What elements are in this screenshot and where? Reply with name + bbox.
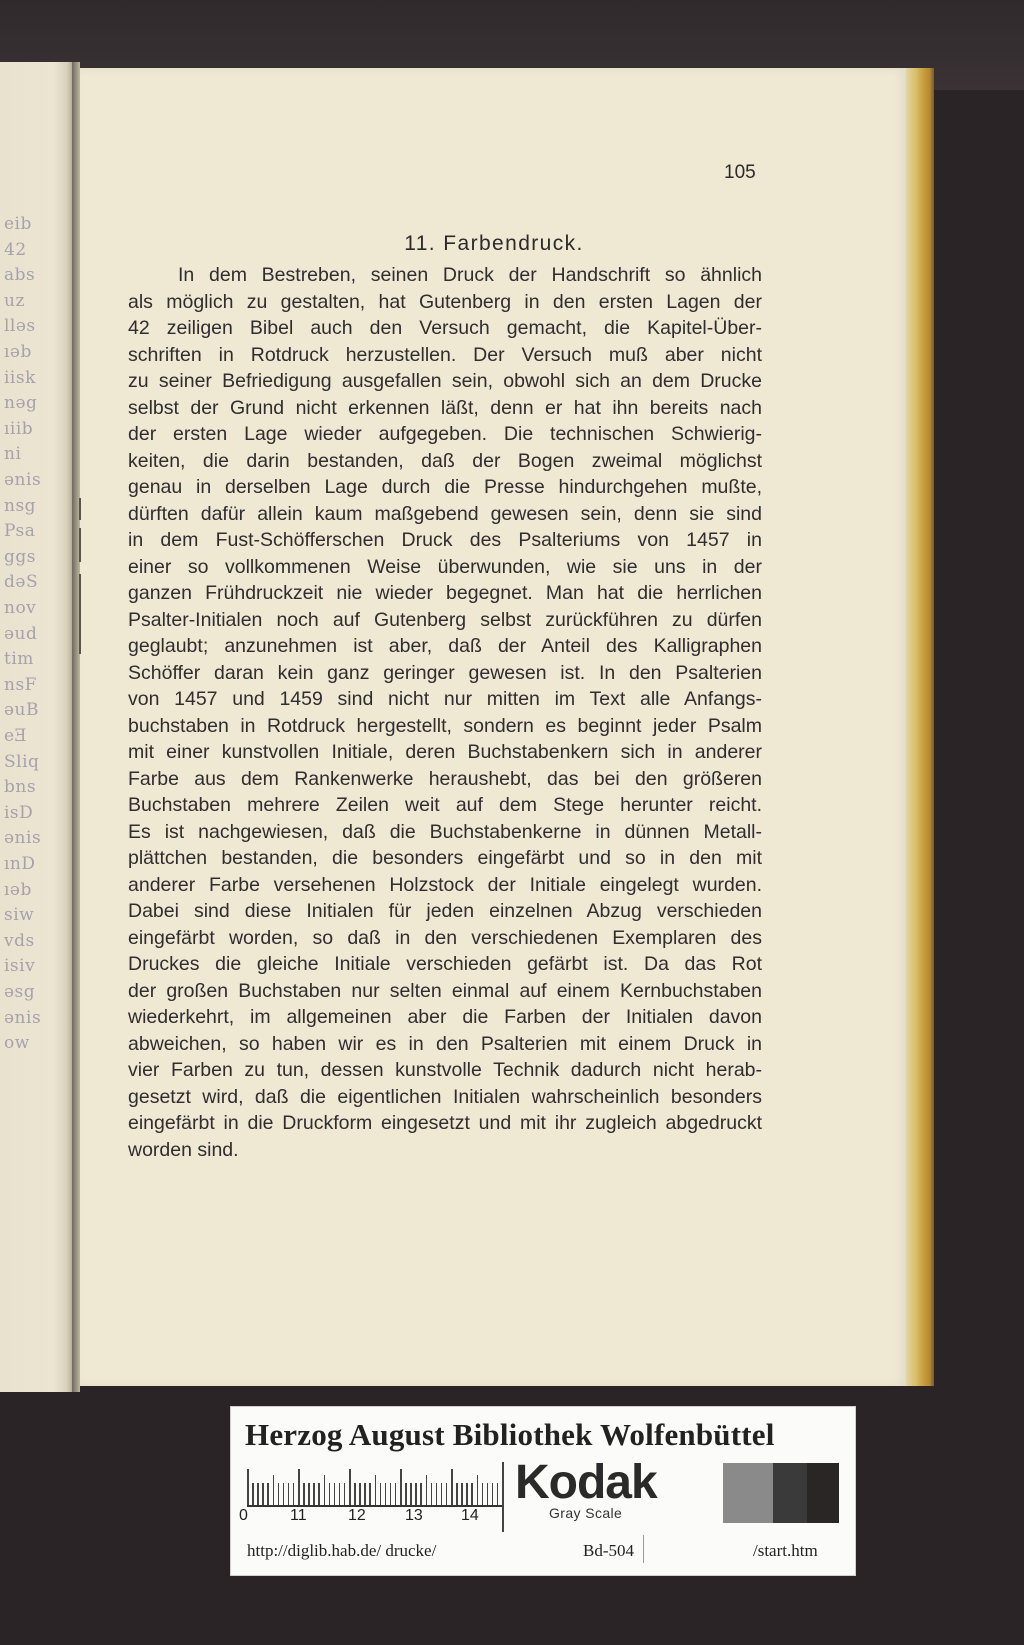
ruler-tick — [451, 1469, 453, 1505]
ruler-tick — [395, 1483, 397, 1505]
section-heading: 11. Farbendruck. — [404, 232, 584, 255]
url-right: /start.htm — [753, 1541, 818, 1560]
left-page-fragment: uz — [4, 290, 25, 311]
ruler-tick — [308, 1483, 310, 1505]
left-page-fragment: ow — [4, 1033, 30, 1054]
text-line: Farbe aus dem Rankenwerke heraushebt, das bei den größeren — [128, 767, 762, 790]
left-page-fragment: ənis — [4, 828, 42, 849]
left-page-fragment: eƎ — [4, 726, 28, 746]
text-line: gesetzt wird, daß die eigentlichen Initialen wahrscheinlich besonders — [128, 1085, 762, 1108]
ruler-tick — [359, 1483, 361, 1505]
ruler-tick — [477, 1475, 479, 1505]
text-line: Buchstaben mehrere Zeilen weit auf dem Stege herunter reicht. — [128, 794, 762, 816]
ruler-tick — [461, 1483, 463, 1505]
margin-mark — [79, 528, 81, 562]
ruler-tick — [400, 1469, 402, 1505]
left-page-fragment: isiv — [4, 956, 36, 977]
ruler-tick — [436, 1483, 438, 1505]
ruler-tick — [492, 1483, 494, 1505]
left-page-fragment: siw — [4, 905, 35, 926]
ruler-tick — [415, 1483, 417, 1505]
text-line: Dabei sind diese Initialen für jeden einzelnen Abzug verschieden — [128, 900, 762, 922]
text-line: in dem Fust-Schöfferschen Druck des Psalteriums von 1457 in — [128, 529, 762, 551]
gray-swatch-light — [723, 1463, 773, 1523]
gray-scale-label: Gray Scale — [549, 1505, 623, 1521]
text-line: buchstaben in Rotdruck hergestellt, sondern es beginnt jeder Psalm — [128, 714, 762, 737]
ruler-tick — [497, 1483, 499, 1505]
ruler-tick — [349, 1469, 351, 1505]
left-page-edge — [0, 62, 76, 1392]
ruler-tick — [405, 1483, 407, 1505]
left-page-fragment: Psa — [4, 521, 36, 542]
ruler-tick — [298, 1469, 300, 1505]
ruler-tick — [364, 1483, 366, 1505]
ruler-tick — [257, 1483, 259, 1505]
ruler-tick — [252, 1483, 254, 1505]
gray-swatch-black — [807, 1463, 839, 1523]
text-line: schriften in Rotdruck herzustellen. Der Versuch muß aber nicht — [128, 343, 762, 366]
ruler-tick — [324, 1475, 326, 1505]
ruler-tick — [354, 1483, 356, 1505]
ruler-label: 0 — [239, 1507, 248, 1524]
left-page-fragment: ıəb — [4, 879, 32, 900]
text-line: keiten, die darin bestanden, daß der Bogen zweimal möglichst — [128, 449, 762, 472]
text-line: mit einer kunstvollen Initiale, deren Buchstabenkern sich in anderer — [128, 741, 762, 763]
ruler-end-line — [502, 1462, 504, 1532]
ruler-tick — [267, 1483, 269, 1505]
ruler-tick — [334, 1483, 336, 1505]
text-line: ganzen Frühdruckzeit nie wieder begegnet. Man hat die herrlichen — [128, 582, 762, 604]
ruler-tick — [385, 1483, 387, 1505]
text-line: anderer Farbe versehenen Holzstock der Initiale eingelegt wurden. — [128, 873, 762, 896]
text-line: vier Farben zu tun, dessen kunstvolle Technik dadurch nicht herab- — [128, 1059, 762, 1081]
left-page-fragment: əuB — [4, 700, 40, 721]
ruler-tick — [446, 1483, 448, 1505]
ruler-tick — [426, 1475, 428, 1505]
text-line: wiederkehrt, im allgemeinen aber die Farben der Initialen davon — [128, 1006, 762, 1028]
ruler-tick — [369, 1483, 371, 1505]
text-line: zu seiner Befriedigung ausgefallen sein, obwohl sich an dem Drucke — [128, 370, 762, 392]
body-text — [128, 262, 762, 1163]
ruler-tick — [329, 1483, 331, 1505]
text-line: eingefärbt worden, so daß in den verschiedenen Exemplaren des — [128, 926, 762, 949]
left-page-fragment: bns — [4, 777, 37, 798]
left-page-fragment: Sliq — [4, 751, 40, 772]
left-page-fragment: vds — [4, 930, 35, 951]
left-page-fragment: ıiib — [4, 418, 34, 439]
ruler-tick — [262, 1483, 264, 1505]
margin-mark — [79, 498, 81, 520]
text-line: abweichen, so haben wir es in den Psalterien mit einem Druck in — [128, 1032, 762, 1055]
ruler-tick — [303, 1483, 305, 1505]
left-page-fragment: dəS — [4, 572, 39, 593]
ruler-tick — [441, 1483, 443, 1505]
left-page-fragment: əud — [4, 623, 38, 644]
ruler-tick — [288, 1483, 290, 1505]
ruler-tick — [456, 1483, 458, 1505]
ruler-tick — [390, 1483, 392, 1505]
ruler-label: 13 — [405, 1507, 423, 1524]
left-page-fragment: əsg — [4, 982, 36, 1002]
text-line: von 1457 und 1459 sind nicht nur mitten im Text alle Anfangs- — [128, 688, 762, 710]
text-line: plättchen bestanden, die besonders eingefärbt und so in den mit — [128, 847, 762, 869]
text-line: genau in derselben Lage durch die Presse hindurchgehen mußte, — [128, 476, 762, 498]
text-line: eingefärbt in die Druckform eingesetzt und mit ihr zugleich abgedruckt — [128, 1112, 762, 1134]
url-left: http://diglib.hab.de/ drucke/ — [247, 1541, 437, 1560]
left-page-fragment: nov — [4, 598, 37, 618]
margin-mark — [79, 574, 81, 654]
ruler-tick — [380, 1483, 382, 1505]
left-page-fragment: ənis — [4, 470, 42, 490]
library-scan-card — [230, 1406, 856, 1576]
text-line: geglaubt; anzunehmen ist aber, daß der Anteil des Kalligraphen — [128, 635, 762, 657]
text-line: der ersten Lage wieder aufgegeben. Die technischen Schwierig- — [128, 423, 762, 445]
ruler-tick — [466, 1483, 468, 1505]
left-page-fragment: nəg — [4, 393, 38, 414]
text-line: worden sind. — [128, 1138, 239, 1161]
left-page-fragment: ni — [4, 444, 22, 465]
text-line: dürften dafür allein kaum maßgebend gewesen sein, denn sie sind — [128, 502, 762, 525]
text-line: einer so vollkommenen Weise überwunden, wie sie uns in der — [128, 555, 762, 578]
text-line: als möglich zu gestalten, hat Gutenberg in den ersten Lagen der — [128, 290, 762, 313]
shelfmark: Bd-504 — [583, 1541, 634, 1560]
left-page-fragment: nsg — [4, 495, 37, 516]
text-line: In dem Bestreben, seinen Druck der Handschrift so ähnlich — [178, 264, 762, 286]
ruler-label: 12 — [348, 1507, 366, 1524]
ruler-tick — [344, 1483, 346, 1505]
ruler-tick — [339, 1483, 341, 1505]
text-line: Druckes die gleiche Initiale verschieden gefärbt ist. Da das Rot — [128, 953, 762, 975]
text-line: Schöffer daran kein ganz geringer gewesen ist. In den Psalterien — [128, 661, 762, 684]
ruler-tick — [273, 1475, 275, 1505]
left-page-fragment: isD — [4, 802, 34, 823]
ruler-tick — [420, 1483, 422, 1505]
ruler-tick — [278, 1483, 280, 1505]
page-fore-edge — [906, 68, 934, 1386]
text-line: selbst der Grund nicht erkennen läßt, denn er hat ihn bereits nach — [128, 396, 762, 419]
ruler-tick — [318, 1483, 320, 1505]
left-page-fragment: iisk — [4, 367, 36, 388]
library-name: Herzog August Bibliothek Wolfenbüttel — [245, 1417, 775, 1452]
text-line: der großen Buchstaben nur selten einmal auf einem Kernbuchstaben — [128, 979, 762, 1002]
left-page-fragment: lləs — [4, 316, 36, 337]
ruler-tick — [375, 1475, 377, 1505]
ruler-tick — [293, 1483, 295, 1505]
ruler-tick — [313, 1483, 315, 1505]
ruler-tick — [247, 1469, 249, 1505]
text-line: 42 zeiligen Bibel auch den Versuch gemacht, die Kapitel-Über- — [128, 317, 762, 339]
kodak-logo: Kodak — [515, 1456, 657, 1509]
book-gutter — [72, 62, 80, 1392]
left-page-fragment: ınD — [4, 854, 36, 874]
ruler-tick — [431, 1483, 433, 1505]
ruler-label: 14 — [461, 1507, 479, 1524]
text-line: Es ist nachgewiesen, daß die Buchstabenkerne in dünnen Metall- — [128, 820, 762, 843]
left-page-fragment: ənis — [4, 1007, 42, 1028]
ruler-tick — [487, 1483, 489, 1505]
left-page-fragment: abs — [4, 265, 36, 286]
ruler-label: 11 — [290, 1507, 307, 1524]
left-page-fragment: ıəb — [4, 342, 32, 362]
left-page-fragment: tim — [4, 649, 34, 670]
divider — [643, 1535, 644, 1563]
left-page-fragment: eib — [4, 214, 32, 234]
left-page-fragment: 42 — [4, 239, 27, 260]
left-page-fragment: ggs — [4, 546, 36, 567]
ruler-tick — [471, 1483, 473, 1505]
left-page-fragment: nsF — [4, 674, 37, 695]
scale-ruler — [247, 1465, 503, 1507]
gray-swatch-dark — [773, 1463, 807, 1523]
ruler-tick — [410, 1483, 412, 1505]
text-line: Psalter-Initialen noch auf Gutenberg selbst zurückführen zu dürfen — [128, 608, 762, 631]
page-number: 105 — [724, 162, 756, 183]
ruler-tick — [283, 1483, 285, 1505]
ruler-tick — [482, 1483, 484, 1505]
